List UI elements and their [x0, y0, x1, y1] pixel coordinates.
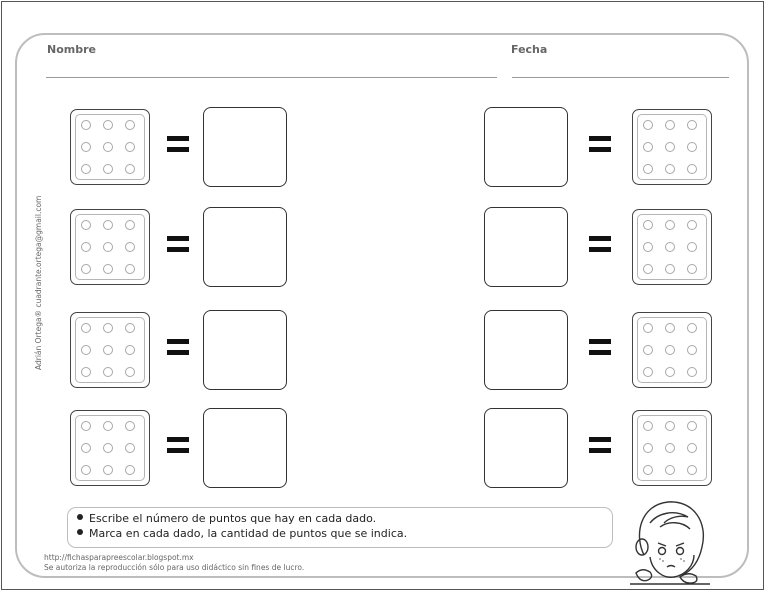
die-pip[interactable]	[125, 220, 135, 230]
die-pip[interactable]	[103, 142, 113, 152]
die-pip[interactable]	[103, 120, 113, 130]
die-pip[interactable]	[103, 345, 113, 355]
equals-sign	[167, 339, 189, 359]
die-pip[interactable]	[687, 421, 697, 431]
die-pip[interactable]	[643, 345, 653, 355]
answer-box[interactable]	[203, 107, 287, 187]
die-outline[interactable]	[70, 109, 150, 185]
bullet-icon	[77, 529, 83, 535]
equals-sign	[589, 236, 611, 256]
die-pip[interactable]	[665, 142, 675, 152]
equals-sign	[589, 136, 611, 156]
answer-box[interactable]	[203, 207, 287, 287]
die-pip[interactable]	[665, 242, 675, 252]
die-pip[interactable]	[125, 421, 135, 431]
die-pip[interactable]	[103, 323, 113, 333]
die-pip[interactable]	[103, 164, 113, 174]
die-pip[interactable]	[125, 120, 135, 130]
die-pip[interactable]	[643, 264, 653, 274]
die-pip[interactable]	[643, 465, 653, 475]
die-pip[interactable]	[125, 323, 135, 333]
die-pip[interactable]	[665, 220, 675, 230]
die-pip[interactable]	[103, 465, 113, 475]
die-pip[interactable]	[125, 242, 135, 252]
die-pip[interactable]	[103, 220, 113, 230]
die-pip[interactable]	[665, 323, 675, 333]
die-pip[interactable]	[643, 120, 653, 130]
die-outline[interactable]	[632, 410, 712, 486]
die-pip[interactable]	[103, 242, 113, 252]
instruction-text: Escribe el número de puntos que hay en cada dado.	[89, 512, 377, 525]
die-outline[interactable]	[632, 312, 712, 388]
name-label: Nombre	[47, 43, 96, 56]
die-pip[interactable]	[643, 421, 653, 431]
die-pip[interactable]	[643, 220, 653, 230]
die-pip[interactable]	[665, 443, 675, 453]
source-url: http://fichasparapreescolar.blogspot.mx	[44, 553, 194, 562]
die-pip[interactable]	[643, 323, 653, 333]
die-pip[interactable]	[103, 367, 113, 377]
die-pip[interactable]	[125, 345, 135, 355]
answer-box[interactable]	[484, 207, 568, 287]
die-pip[interactable]	[81, 142, 91, 152]
die-pip[interactable]	[665, 120, 675, 130]
die-pip[interactable]	[103, 443, 113, 453]
die-outline[interactable]	[70, 312, 150, 388]
bullet-icon	[77, 514, 83, 520]
date-field-line[interactable]	[512, 77, 729, 78]
die-pip[interactable]	[125, 465, 135, 475]
die-pip[interactable]	[81, 264, 91, 274]
instructions-box	[67, 507, 613, 548]
die-pip[interactable]	[687, 367, 697, 377]
die-pip[interactable]	[81, 220, 91, 230]
author-credit: Adrián Ortega® cuadrante.ortega@gmail.com	[34, 195, 43, 370]
die-pip[interactable]	[125, 142, 135, 152]
die-pip[interactable]	[687, 120, 697, 130]
die-pip[interactable]	[687, 264, 697, 274]
die-pip[interactable]	[125, 367, 135, 377]
instruction-text: Marca en cada dado, la cantidad de puntos que se indica.	[89, 527, 408, 540]
die-pip[interactable]	[103, 264, 113, 274]
die-pip[interactable]	[81, 443, 91, 453]
die-pip[interactable]	[687, 142, 697, 152]
instruction-item	[77, 512, 376, 525]
die-pip[interactable]	[687, 443, 697, 453]
die-pip[interactable]	[125, 264, 135, 274]
usage-notice: Se autoriza la reproducción sólo para uso didáctico sin fines de lucro.	[44, 563, 305, 572]
die-outline[interactable]	[70, 410, 150, 486]
die-outline[interactable]	[632, 109, 712, 185]
equals-sign	[589, 339, 611, 359]
die-pip[interactable]	[81, 164, 91, 174]
die-pip[interactable]	[103, 421, 113, 431]
die-pip[interactable]	[687, 345, 697, 355]
answer-box[interactable]	[203, 408, 287, 488]
die-pip[interactable]	[643, 164, 653, 174]
child-peeking-icon	[630, 495, 710, 585]
die-outline[interactable]	[70, 209, 150, 285]
die-pip[interactable]	[687, 323, 697, 333]
die-pip[interactable]	[643, 443, 653, 453]
die-pip[interactable]	[665, 421, 675, 431]
die-pip[interactable]	[643, 367, 653, 377]
die-pip[interactable]	[687, 242, 697, 252]
die-outline[interactable]	[632, 209, 712, 285]
die-pip[interactable]	[665, 264, 675, 274]
die-pip[interactable]	[665, 465, 675, 475]
die-pip[interactable]	[81, 323, 91, 333]
answer-box[interactable]	[484, 408, 568, 488]
die-pip[interactable]	[643, 142, 653, 152]
answer-box[interactable]	[203, 310, 287, 390]
equals-sign	[167, 236, 189, 256]
die-pip[interactable]	[687, 220, 697, 230]
die-pip[interactable]	[81, 421, 91, 431]
die-pip[interactable]	[81, 120, 91, 130]
die-pip[interactable]	[665, 164, 675, 174]
die-pip[interactable]	[665, 345, 675, 355]
name-field-line[interactable]	[46, 77, 497, 78]
die-pip[interactable]	[81, 465, 91, 475]
die-pip[interactable]	[81, 345, 91, 355]
answer-box[interactable]	[484, 310, 568, 390]
die-pip[interactable]	[81, 367, 91, 377]
equals-sign	[167, 136, 189, 156]
equals-sign	[167, 437, 189, 457]
die-pip[interactable]	[81, 242, 91, 252]
die-pip[interactable]	[665, 367, 675, 377]
die-pip[interactable]	[643, 242, 653, 252]
die-pip[interactable]	[125, 443, 135, 453]
die-pip[interactable]	[687, 164, 697, 174]
equals-sign	[589, 437, 611, 457]
die-pip[interactable]	[687, 465, 697, 475]
answer-box[interactable]	[484, 107, 568, 187]
die-pip[interactable]	[125, 164, 135, 174]
instruction-item	[77, 527, 407, 540]
date-label: Fecha	[511, 43, 548, 56]
